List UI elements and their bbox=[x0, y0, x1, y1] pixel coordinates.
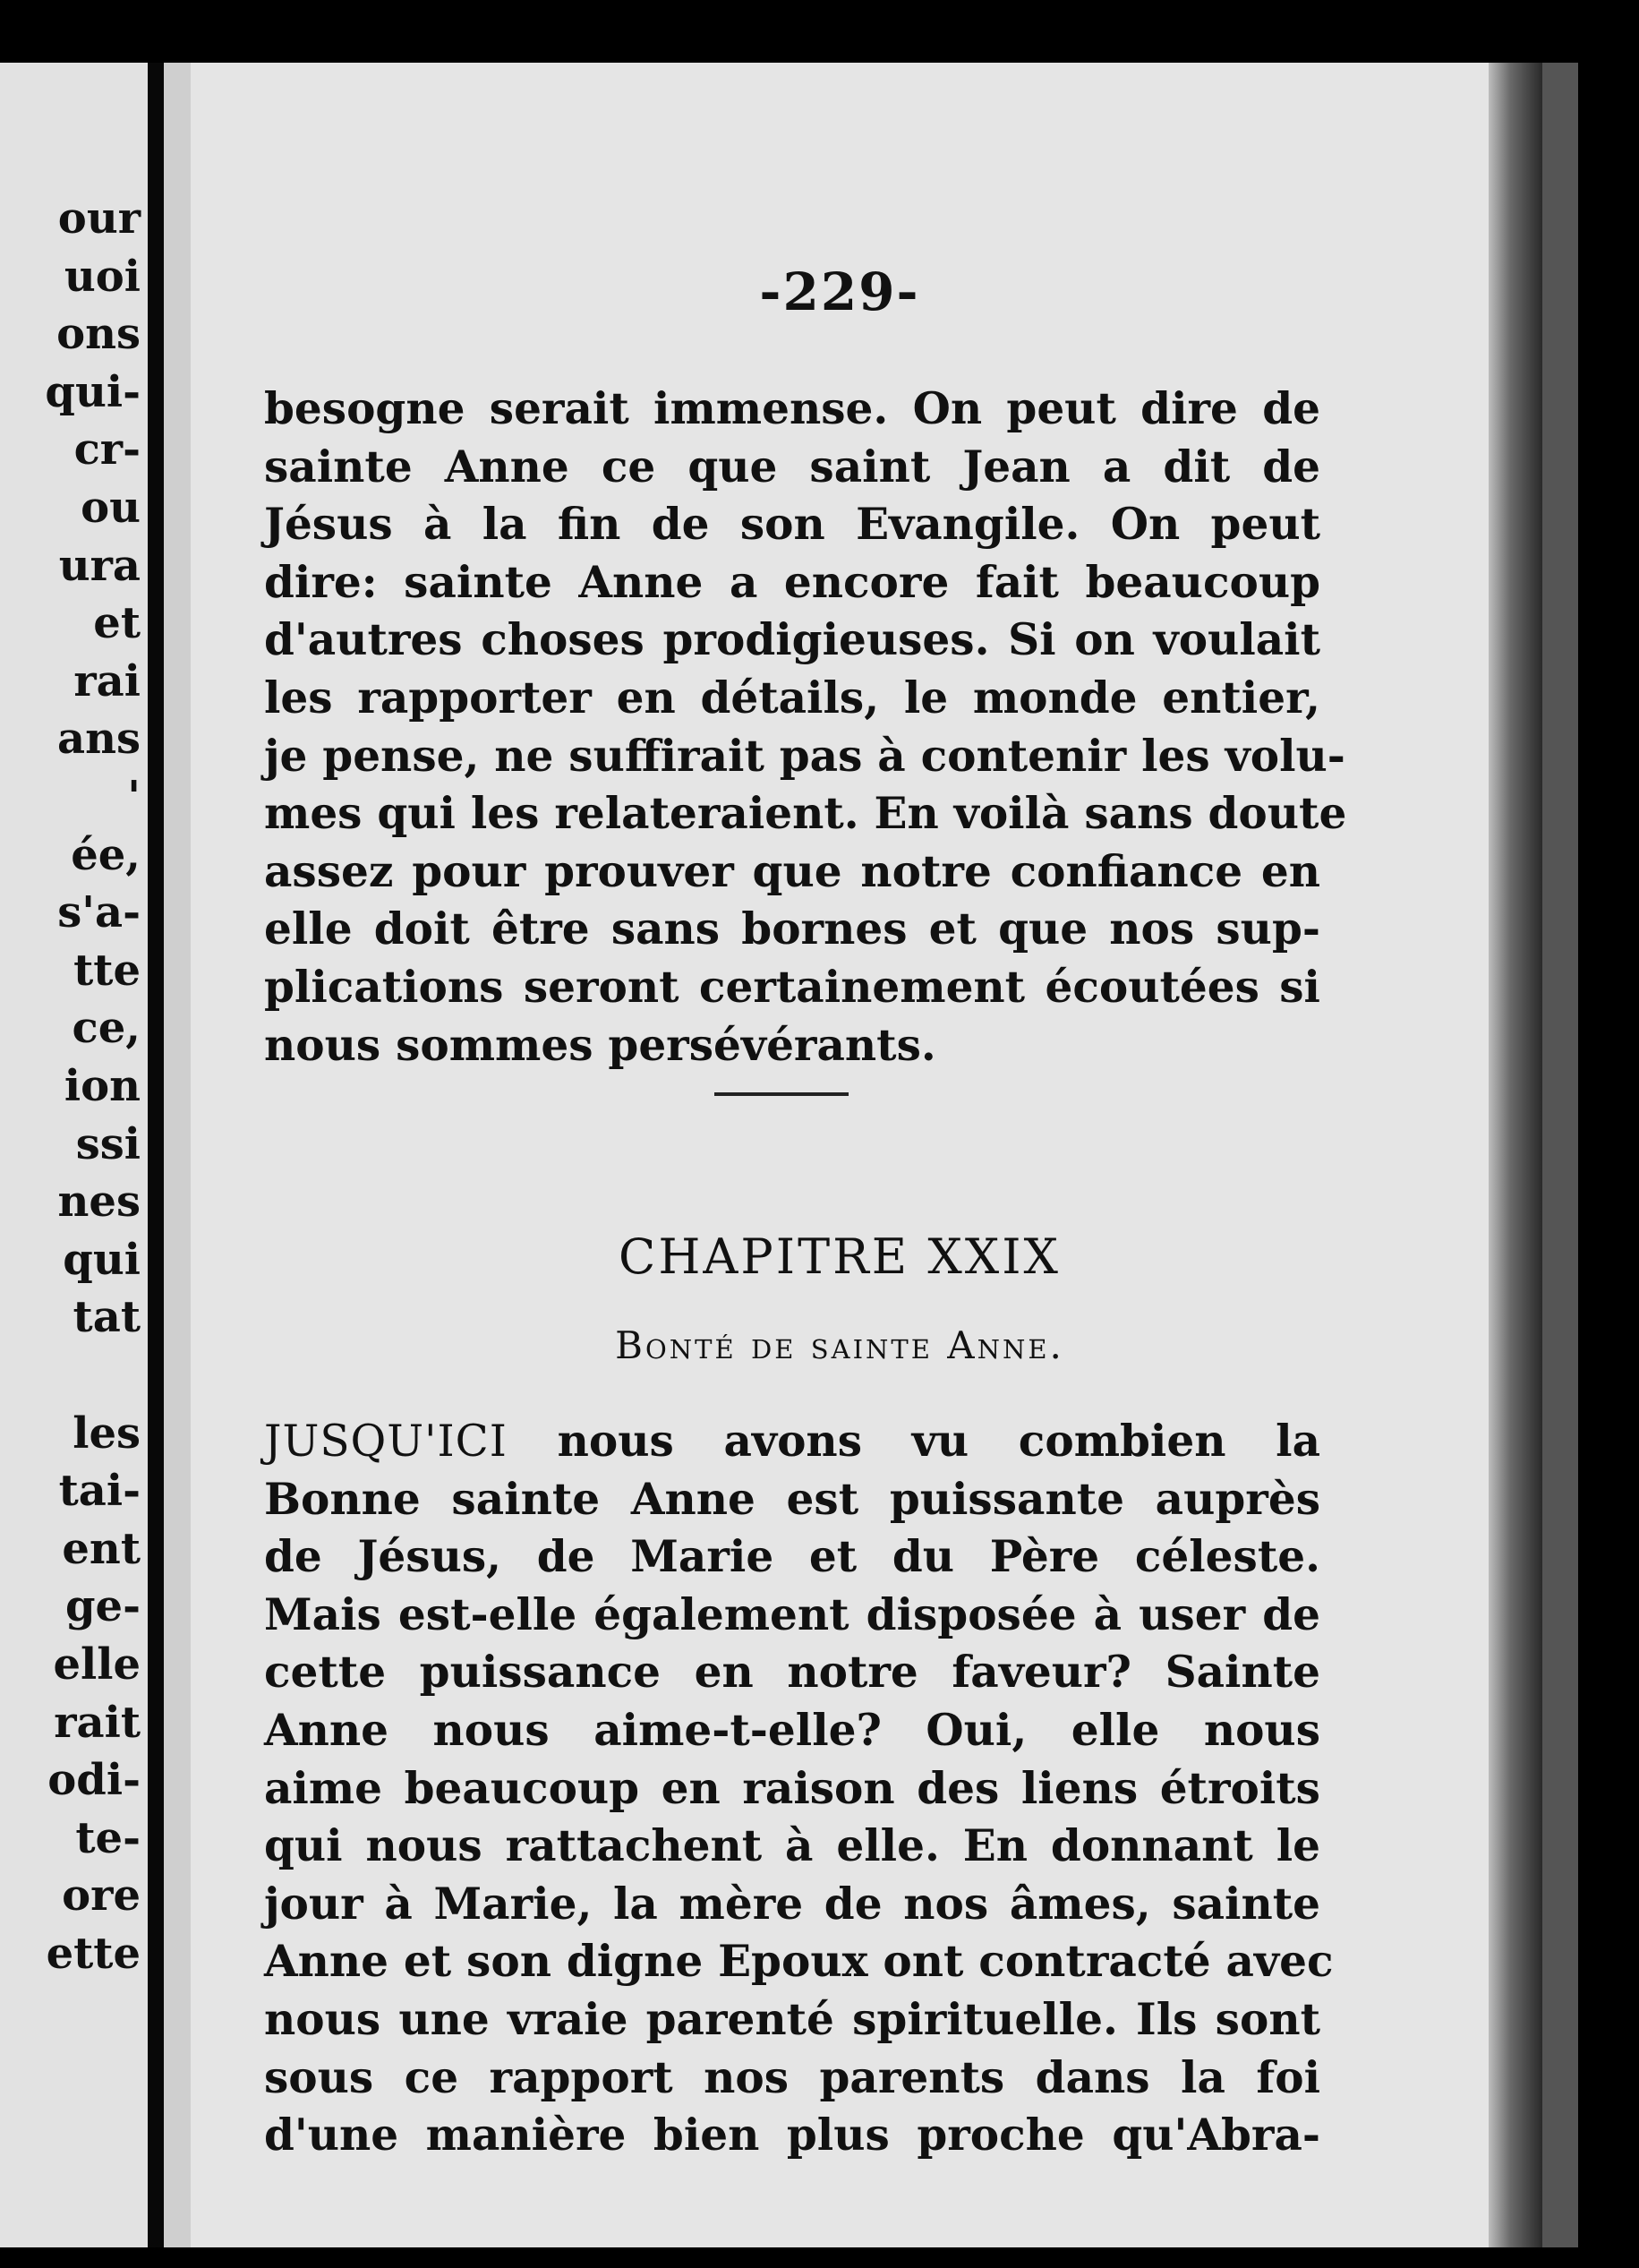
previous-page-fragment: uoi bbox=[64, 251, 141, 302]
previous-page-fragment: qui- bbox=[45, 366, 141, 417]
previous-page-fragment: les bbox=[73, 1408, 141, 1459]
paragraph-lead-word: JUSQU'ICI bbox=[264, 1416, 508, 1467]
paragraph-line: aime beaucoup en raison des liens étroits bbox=[264, 1762, 1320, 1814]
previous-page-fragment: qui bbox=[63, 1234, 141, 1285]
previous-page-fragment: ion bbox=[64, 1061, 141, 1111]
previous-page-fragment: rai bbox=[73, 655, 141, 706]
book-page bbox=[191, 63, 1489, 2247]
previous-page-fragment: our bbox=[57, 193, 141, 244]
paragraph-line: mes qui les relateraient. En voilà sans doute bbox=[264, 788, 1347, 840]
previous-page-fragment: tte bbox=[73, 945, 141, 996]
previous-page-fragment: cr- bbox=[73, 424, 141, 475]
paragraph-line: sainte Anne ce que saint Jean a dit de bbox=[264, 441, 1320, 492]
paragraph-line: Anne et son digne Epoux ont contracté avec bbox=[264, 1936, 1334, 1988]
previous-page-sliver bbox=[0, 63, 148, 2247]
paragraph-line: plications seront certainement écoutées si bbox=[264, 961, 1320, 1013]
paragraph-first-line-rest: nous avons vu combien la bbox=[507, 1416, 1320, 1467]
paragraph-line: besogne serait immense. On peut dire de bbox=[264, 383, 1320, 434]
paragraph-line: dire: sainte Anne a encore fait beaucoup bbox=[264, 556, 1320, 608]
paragraph-line: Mais est-elle également disposée à user de bbox=[264, 1588, 1320, 1640]
page-edge-shadow bbox=[1489, 63, 1542, 2247]
paragraph-line: je pense, ne suffirait pas à contenir les volu- bbox=[264, 730, 1345, 782]
previous-page-fragment: ' bbox=[127, 772, 141, 822]
previous-page-fragment: ura bbox=[58, 540, 141, 591]
previous-page-fragment: ette bbox=[46, 1929, 141, 1979]
paragraph-line: nous sommes persévérants. bbox=[264, 1019, 936, 1071]
paragraph-line: Jésus à la fin de son Evangile. On peut bbox=[264, 499, 1320, 551]
paragraph-line: de Jésus, de Marie et du Père céleste. bbox=[264, 1531, 1320, 1583]
previous-page-fragment: rait bbox=[54, 1697, 141, 1748]
page-stack-edge bbox=[1542, 63, 1578, 2247]
paragraph-line: les rapporter en détails, le monde entier, bbox=[264, 672, 1320, 723]
paragraph-line: qui nous rattachent à elle. En donnant le bbox=[264, 1820, 1320, 1872]
previous-page-fragment: ons bbox=[56, 309, 141, 360]
paragraph-line: elle doit être sans bornes et que nos sup- bbox=[264, 903, 1320, 955]
paragraph-1 bbox=[264, 381, 1347, 1074]
paragraph-line: d'une manière bien plus proche qu'Abra- bbox=[264, 2110, 1320, 2161]
section-divider bbox=[714, 1092, 849, 1096]
paragraph-line: Anne nous aime-t-elle? Oui, elle nous bbox=[264, 1704, 1320, 1756]
chapter-title: CHAPITRE XXIX bbox=[619, 1228, 1061, 1285]
paragraph-line: jour à Marie, la mère de nos âmes, sainte bbox=[264, 1878, 1320, 1930]
paragraph-2 bbox=[264, 1413, 1334, 2165]
previous-page-fragment: ssi bbox=[75, 1118, 141, 1169]
previous-page-fragment: ou bbox=[81, 483, 141, 533]
paragraph-line: cette puissance en notre faveur? Sainte bbox=[264, 1647, 1320, 1699]
chapter-subtitle: Bonté de sainte Anne. bbox=[615, 1323, 1064, 1367]
previous-page-fragment: et bbox=[93, 598, 141, 649]
paragraph-line bbox=[264, 1413, 1320, 1471]
previous-page-fragment: ore bbox=[62, 1870, 141, 1921]
page-gutter bbox=[164, 63, 191, 2247]
previous-page-fragment: ge- bbox=[64, 1581, 141, 1632]
paragraph-line: sous ce rapport nos parents dans la foi bbox=[264, 2051, 1320, 2103]
book-spine bbox=[148, 63, 164, 2247]
paragraph-line: nous une vraie parenté spirituelle. Ils sont bbox=[264, 1993, 1320, 2045]
previous-page-fragment: elle bbox=[53, 1639, 141, 1690]
page-number: -229- bbox=[759, 261, 920, 322]
paragraph-line: Bonne sainte Anne est puissante auprès bbox=[264, 1473, 1320, 1525]
previous-page-fragment: nes bbox=[57, 1177, 141, 1228]
previous-page-fragment: te- bbox=[75, 1812, 141, 1863]
previous-page-fragment: ce, bbox=[72, 1003, 141, 1054]
previous-page-fragment: ent bbox=[62, 1523, 141, 1574]
previous-page-fragment: odi- bbox=[47, 1755, 141, 1806]
previous-page-fragment: ans bbox=[56, 714, 141, 765]
previous-page-fragment: tai- bbox=[58, 1466, 141, 1517]
paragraph-line: d'autres choses prodigieuses. Si on voulait bbox=[264, 614, 1320, 666]
previous-page-fragment: ée, bbox=[71, 829, 141, 880]
previous-page-fragment: s'a- bbox=[57, 887, 141, 938]
paragraph-line: assez pour prouver que notre confiance en bbox=[264, 845, 1320, 897]
previous-page-fragment: tat bbox=[73, 1292, 141, 1343]
